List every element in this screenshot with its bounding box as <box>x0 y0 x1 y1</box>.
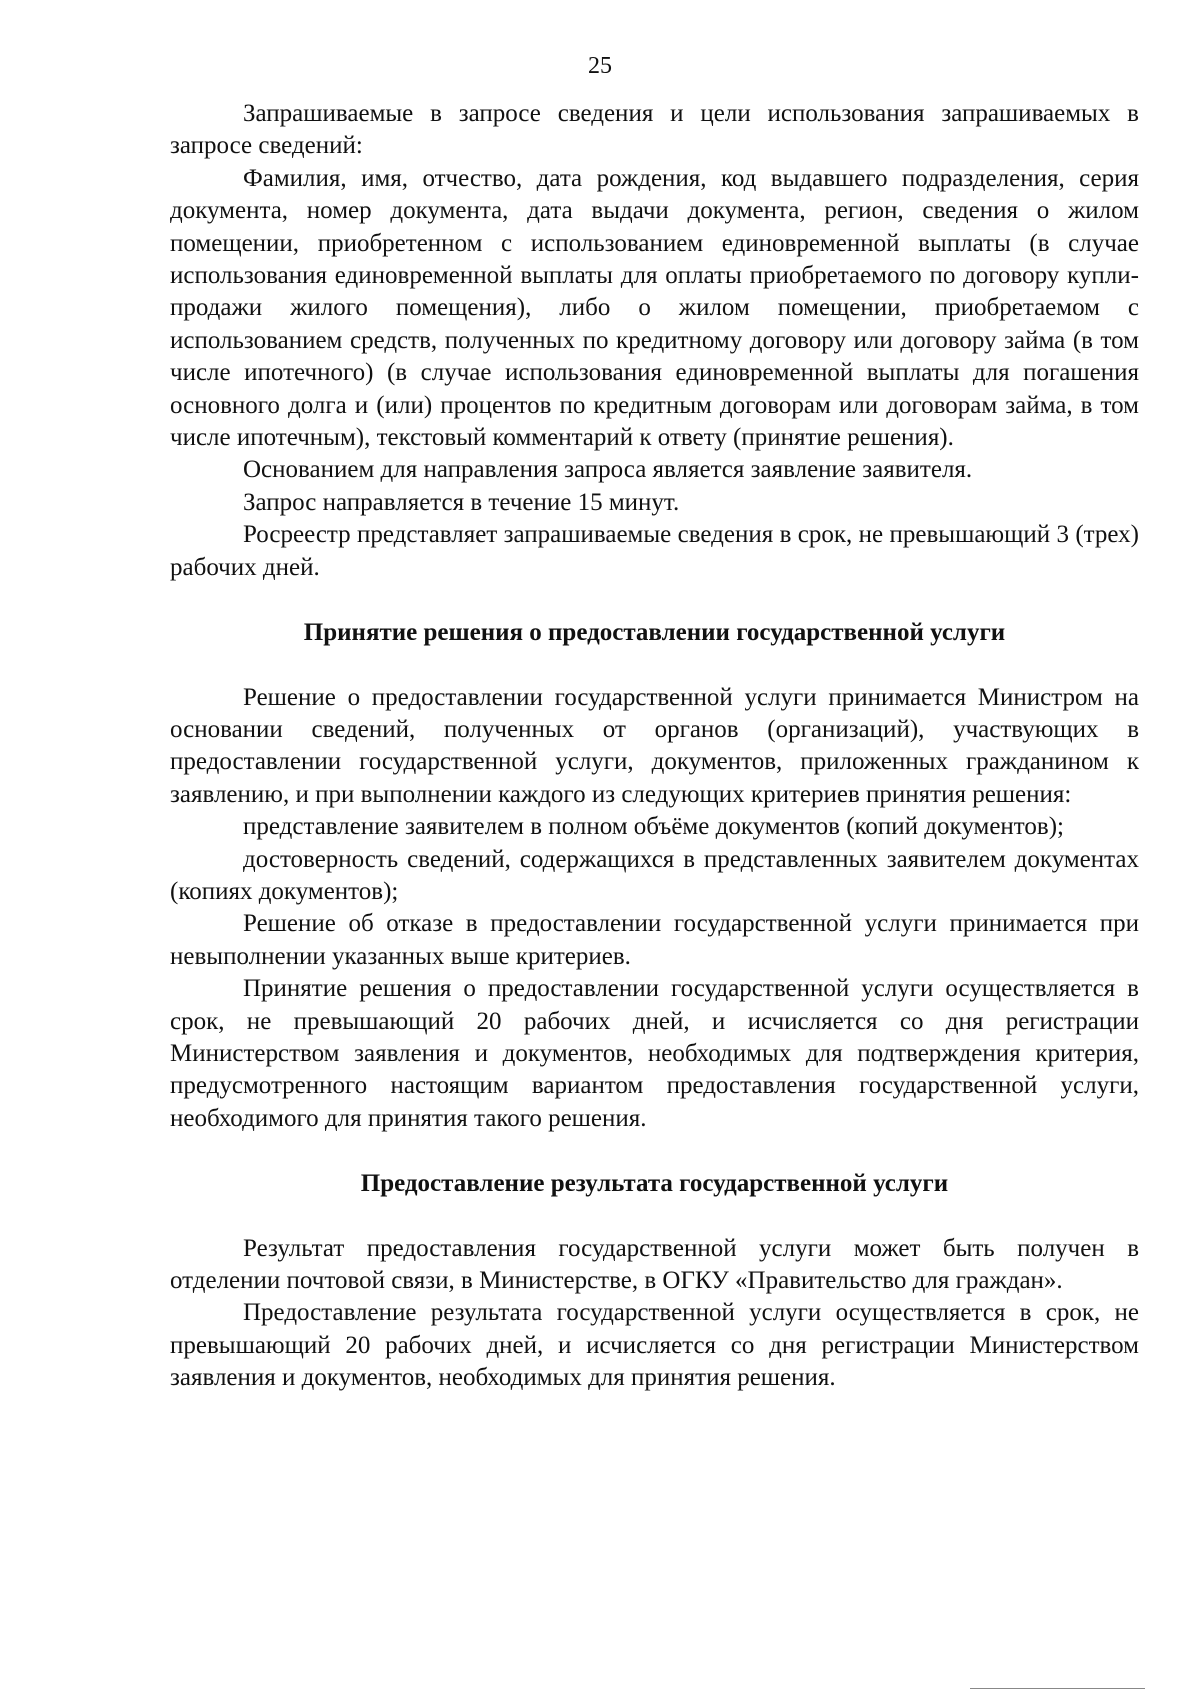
footer-rule <box>970 1688 1145 1689</box>
spacer <box>170 1135 1139 1168</box>
paragraph: Запрашиваемые в запросе сведения и цели использования запрашиваемых в запросе сведений: <box>170 100 1139 160</box>
paragraph: Запрос направляется в течение 15 минут. <box>243 488 680 516</box>
paragraph: Принятие решения о предоставлении государственной услуги осуществляется в срок, не превышающий 20 рабочих дней, и исчисляется со дня регистрации Министерством заявления и документов, необходимых для подтверждения критерия, предусмотренного настоящим вариантом предоставления государственной услуги, необходимого для принятия такого решения. <box>170 975 1139 1132</box>
paragraph: Фамилия, имя, отчество, дата рождения, код выдавшего подразделения, серия документа, номер документа, дата выдачи документа, регион, сведения о жилом помещении, приобретенном с использованием единовременной выплаты (в случае использования единовременной выплаты для оплаты приобретаемого по договору купли-продажи жилого помещения), либо о жилом помещении, приобретаемом с использованием средств, полученных по кредитному договору или договору займа (в том числе ипотечного) (в случае использования единовременной выплаты для погашения основного долга и (или) процентов по кредитным договорам или договорам займа, в том числе ипотечным), текстовый комментарий к ответу (принятие решения). <box>170 164 1139 452</box>
paragraph: Предоставление результата государственной услуги осуществляется в срок, не превышающий 20 рабочих дней, и исчисляется со дня регистрации Министерством заявления и документов, необходимых для принятия решения. <box>170 1299 1139 1392</box>
section-heading-result: Предоставление результата государственной услуги <box>360 1170 949 1198</box>
paragraph: Основанием для направления запроса является заявление заявителя. <box>243 456 973 484</box>
paragraph: Решение о предоставлении государственной услуги принимается Министром на основании сведений, полученных от органов (организаций), участвующих в предоставлении государственной услуги, документов, приложенных гражданином к заявлению, и при выполнении каждого из следующих критериев принятия решения: <box>170 683 1139 808</box>
paragraph: достоверность сведений, содержащихся в представленных заявителем документах (копиях документов); <box>170 845 1139 905</box>
spacer <box>170 650 1139 682</box>
section-heading-decision: Принятие решения о предоставлении государственной услуги <box>303 619 1006 647</box>
paragraph: представление заявителем в полном объёме документов (копий документов); <box>243 813 1064 841</box>
paragraph: Решение об отказе в предоставлении государственной услуги принимается при невыполнении указанных выше критериев. <box>170 910 1139 970</box>
spacer <box>170 1201 1139 1233</box>
spacer <box>170 584 1139 617</box>
page-number: 25 <box>588 53 612 79</box>
document-body <box>170 98 1139 1395</box>
paragraph: Результат предоставления государственной услуги может быть получен в отделении почтовой связи, в Министерстве, в ОГКУ «Правительство для граждан». <box>170 1234 1139 1294</box>
paragraph: Росреестр представляет запрашиваемые сведения в срок, не превышающий 3 (трех) рабочих дней. <box>170 521 1139 581</box>
